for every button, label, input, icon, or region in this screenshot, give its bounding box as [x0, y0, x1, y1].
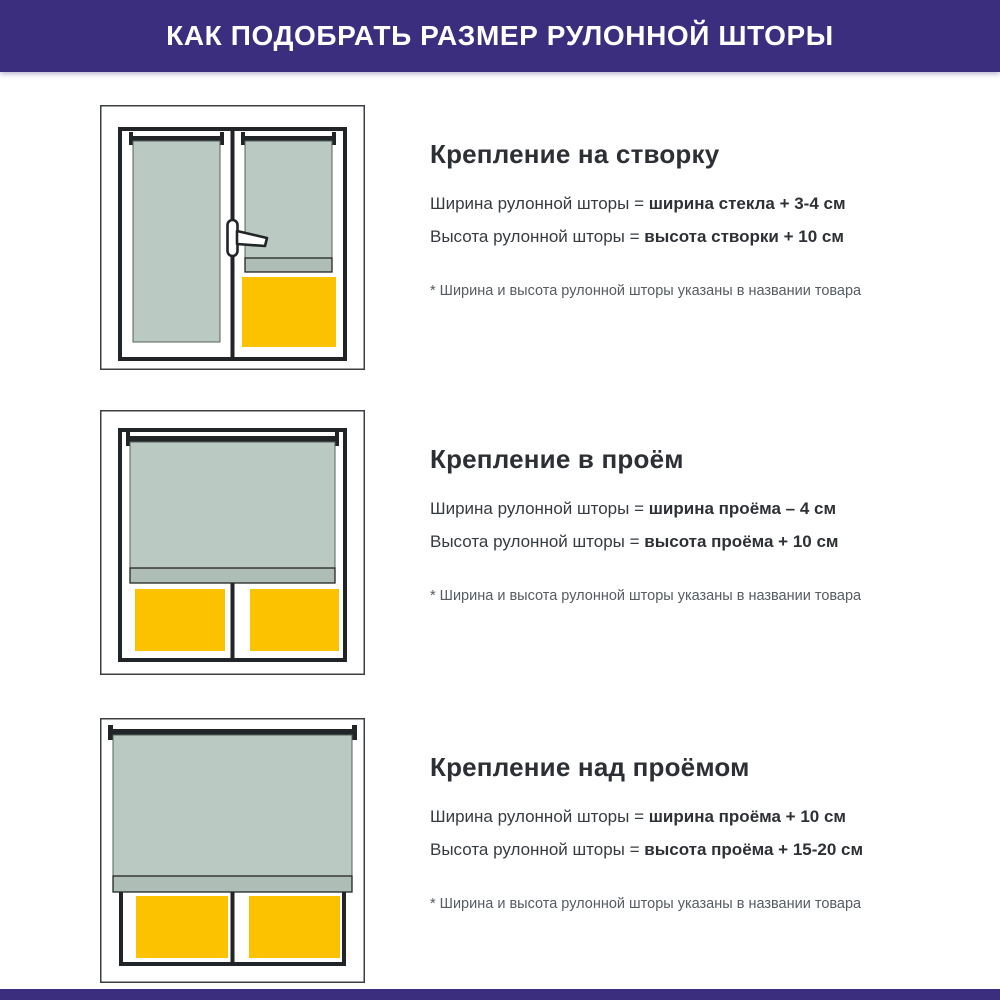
formula-width: Ширина рулонной шторы = ширина проёма – 4 см [430, 499, 837, 518]
sunlight-glass [242, 277, 336, 347]
blind-fabric [113, 735, 352, 876]
sunlight-glass-left [135, 589, 225, 651]
section-text-mount-in-opening [430, 410, 910, 604]
sunlight-glass-left [136, 896, 228, 958]
section-mount-in-opening [0, 410, 1000, 675]
section-text-mount-on-sash [430, 105, 910, 299]
roller-bracket-icon [129, 132, 133, 145]
footnote: * Ширина и высота рулонной шторы указаны в названии товара [430, 588, 862, 604]
diagram-mount-above-opening [100, 718, 365, 983]
roller-bracket-icon [241, 132, 245, 145]
roller-bracket-icon [108, 725, 113, 740]
section-mount-above-opening [0, 718, 1000, 983]
blind-hem-bar [245, 258, 332, 272]
formula-height: Высота рулонной шторы = высота створки + 10 см [430, 227, 844, 246]
section-title: Крепление на створку [430, 139, 720, 169]
roller-bar [128, 436, 337, 442]
formula-height: Высота рулонной шторы = высота проёма + 10 см [430, 532, 839, 551]
section-title: Крепление над проёмом [430, 752, 750, 782]
roller-bar [111, 729, 354, 735]
roller-bracket-icon [126, 432, 130, 446]
footnote: * Ширина и высота рулонной шторы указаны в названии товара [430, 896, 862, 912]
section-title: Крепление в проём [430, 444, 684, 474]
header-banner [0, 0, 1000, 72]
blind-hem-bar [113, 876, 352, 892]
diagram-mount-on-sash [100, 105, 365, 370]
roller-bar-left [131, 136, 222, 141]
roller-bracket-icon [335, 432, 339, 446]
sunlight-glass-right [250, 589, 339, 651]
roller-bracket-icon [332, 132, 336, 145]
page-title: КАК ПОДОБРАТЬ РАЗМЕР РУЛОННОЙ ШТОРЫ [166, 20, 834, 51]
section-mount-on-sash [0, 105, 1000, 370]
window-sash-mount-illustration [100, 105, 365, 370]
formula-width: Ширина рулонной шторы = ширина стекла + 3-4 см [430, 194, 846, 213]
window-opening-mount-illustration [100, 410, 365, 675]
formula-height: Высота рулонной шторы = высота проёма + 15-20 см [430, 840, 864, 859]
section-text-mount-above-opening [430, 718, 910, 912]
blind-fabric [130, 442, 335, 568]
diagram-mount-in-opening [100, 410, 365, 675]
formula-width: Ширина рулонной шторы = ширина проёма + 10 см [430, 807, 846, 826]
roller-bar-right [243, 136, 334, 141]
window-above-opening-mount-illustration [100, 718, 365, 983]
blind-hem-bar [130, 568, 335, 583]
sunlight-glass-right [249, 896, 340, 958]
roller-bracket-icon [220, 132, 224, 145]
footer-stripe [0, 989, 1000, 1000]
footnote: * Ширина и высота рулонной шторы указаны в названии товара [430, 283, 862, 299]
blind-fabric-left [133, 141, 220, 342]
roller-bracket-icon [352, 725, 357, 740]
